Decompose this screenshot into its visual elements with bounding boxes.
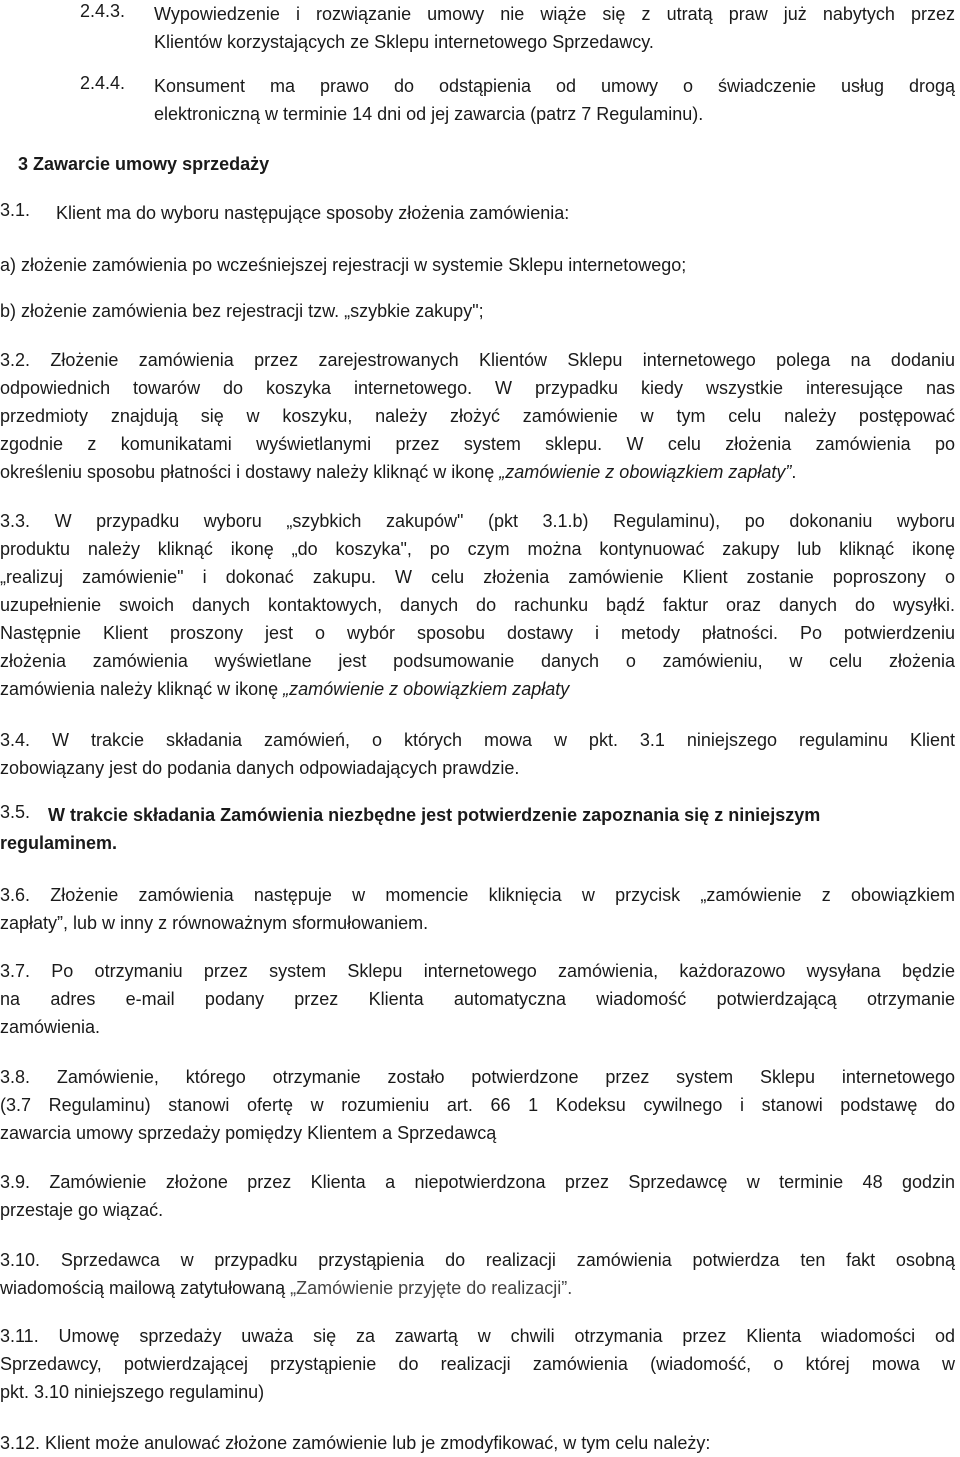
option-b: b) złożenie zamówienia bez rejestracji tzw. „szybkie zakupy"; — [0, 301, 484, 321]
text-line: na adres e-mail podany przez Klienta automatyczna wiadomość potwierdzającą otrzymanie — [0, 989, 955, 1009]
text-line: produktu należy kliknąć ikonę „do koszyka", po czym można kontynuować zakupy lub kliknąć ikonę — [0, 539, 955, 559]
icon-label-italic: „zamówienie z obowiązkiem zapłaty” — [499, 462, 792, 482]
text-line: 3.6. Złożenie zamówienia następuje w momencie kliknięcia w przycisk „zamówienie z obowiązkiem — [0, 885, 955, 905]
paragraph-3-10 — [0, 1246, 955, 1302]
item-number: 3.1. — [0, 200, 31, 220]
text-line: przestaje go wiązać. — [0, 1200, 164, 1220]
text-line: „realizuj zamówienie" i dokonać zakupu. W celu złożenia zamówienie Klient zostanie poproszony o — [0, 567, 955, 587]
paragraph-3-2 — [0, 346, 955, 486]
text-line: (3.7 Regulaminu) stanowi ofertę w rozumieniu art. 66 1 Kodeksu cywilnego i stanowi podstawę do — [0, 1095, 955, 1115]
text-line: zgodnie z komunikatami wyświetlanymi przez system sklepu. W celu złożenia zamówienia po — [0, 434, 955, 454]
paragraph-3-12: 3.12. Klient może anulować złożone zamówienie lub je zmodyfikować, w tym celu należy: — [0, 1433, 711, 1453]
item-2-4-4-text — [154, 72, 955, 128]
paragraph-3-6 — [0, 881, 955, 937]
text-line: 3.11. Umowę sprzedaży uważa się za zawartą w chwili otrzymania przez Klienta wiadomości od — [0, 1326, 955, 1346]
text-line: zamówienia. — [0, 1017, 101, 1037]
text-line: Wypowiedzenie i rozwiązanie umowy nie wiąże się z utratą praw już nabytych przez — [154, 4, 955, 24]
text-line: odpowiednich towarów do koszyka internetowego. W przypadku kiedy wszystkie interesujące nas — [0, 378, 955, 398]
text-line: Konsument ma prawo do odstąpienia od umowy o świadczenie usług drogą — [154, 76, 955, 96]
text-run: wiadomością mailową zatytułowaną — [0, 1278, 291, 1298]
text-line: 3.10. Sprzedawca w przypadku przystąpienia do realizacji zamówienia potwierdza ten fakt osobną — [0, 1250, 955, 1270]
text-line: 3.8. Zamówienie, którego otrzymanie zostało potwierdzone przez system Sklepu internetowego — [0, 1067, 955, 1087]
paragraph-3-9 — [0, 1168, 955, 1224]
paragraph-3-7 — [0, 957, 955, 1041]
item-2-4-3-text — [154, 0, 955, 56]
item-number: 3.5. — [0, 802, 31, 822]
option-a: a) złożenie zamówienia po wcześniejszej rejestracji w systemie Sklepu internetowego; — [0, 255, 687, 275]
text-line: 3.3. W przypadku wyboru „szybkich zakupów" (pkt 3.1.b) Regulaminu), po dokonaniu wyboru — [0, 511, 955, 531]
text-line: 3.9. Zamówienie złożone przez Klienta a niepotwierdzona przez Sprzedawcę w terminie 48 godzin — [0, 1172, 955, 1192]
quoted-title: „Zamówienie przyjęte do realizacji”. — [290, 1278, 573, 1298]
text-run: zamówienia należy kliknąć w ikonę — [0, 679, 284, 699]
text-line: regulaminem. — [0, 833, 118, 853]
paragraph-3-8 — [0, 1063, 955, 1147]
paragraph-3-3 — [0, 507, 955, 703]
text-line: zawarcia umowy sprzedaży pomiędzy Klientem a Sprzedawcą — [0, 1123, 497, 1143]
text-line: 3.7. Po otrzymaniu przez system Sklepu internetowego zamówienia, każdorazowo wysyłana będzie — [0, 961, 955, 981]
text-line — [0, 458, 955, 486]
text-line: zapłaty”, lub w inny z równoważnym sformułowaniem. — [0, 913, 429, 933]
paragraph-3-1: Klient ma do wyboru następujące sposoby złożenia zamówienia: — [56, 203, 570, 223]
text-line: Następnie Klient proszony jest o wybór sposobu dostawy i metody płatności. Po potwierdzeniu — [0, 623, 955, 643]
text-run: . — [791, 462, 797, 482]
text-line — [0, 1274, 955, 1302]
paragraph-3-4 — [0, 726, 955, 782]
text-line: 3.4. W trakcie składania zamówień, o których mowa w pkt. 3.1 niniejszego regulaminu Klient — [0, 730, 955, 750]
text-line: W trakcie składania Zamówienia niezbędne jest potwierdzenie zapoznania się z niniejszym — [48, 805, 821, 825]
section-heading: 3 Zawarcie umowy sprzedaży — [18, 154, 270, 174]
text-line: 3.2. Złożenie zamówienia przez zarejestrowanych Klientów Sklepu internetowego polega na dodaniu — [0, 350, 955, 370]
text-line: Sprzedawcy, potwierdzającej przystąpienie do realizacji zamówienia (wiadomość, o której mowa w — [0, 1354, 955, 1374]
text-line: przedmioty znajdują się w koszyku, należy złożyć zamówienie w tym celu należy postępować — [0, 406, 955, 426]
text-line: pkt. 3.10 niniejszego regulaminu) — [0, 1382, 265, 1402]
text-line: uzupełnienie swoich danych kontaktowych, danych do rachunku bądź faktur oraz danych do wysyłki. — [0, 595, 955, 615]
item-number: 2.4.4. — [80, 73, 126, 93]
text-line — [0, 675, 955, 703]
text-line: elektroniczną w terminie 14 dni od jej zawarcia (patrz 7 Regulaminu). — [154, 104, 704, 124]
text-line: złożenia zamówienia wyświetlane jest podsumowanie danych o zamówieniu, w celu złożenia — [0, 651, 955, 671]
paragraph-3-5 — [0, 801, 955, 857]
icon-label-italic: „zamówienie z obowiązkiem zapłaty — [283, 679, 570, 699]
text-line: Klientów korzystających ze Sklepu internetowego Sprzedawcy. — [154, 32, 654, 52]
text-line: zobowiązany jest do podania danych odpowiadających prawdzie. — [0, 758, 520, 778]
text-run: określeniu sposobu płatności i dostawy należy kliknąć w ikonę — [0, 462, 500, 482]
item-number: 2.4.3. — [80, 1, 126, 21]
paragraph-3-11 — [0, 1322, 955, 1406]
